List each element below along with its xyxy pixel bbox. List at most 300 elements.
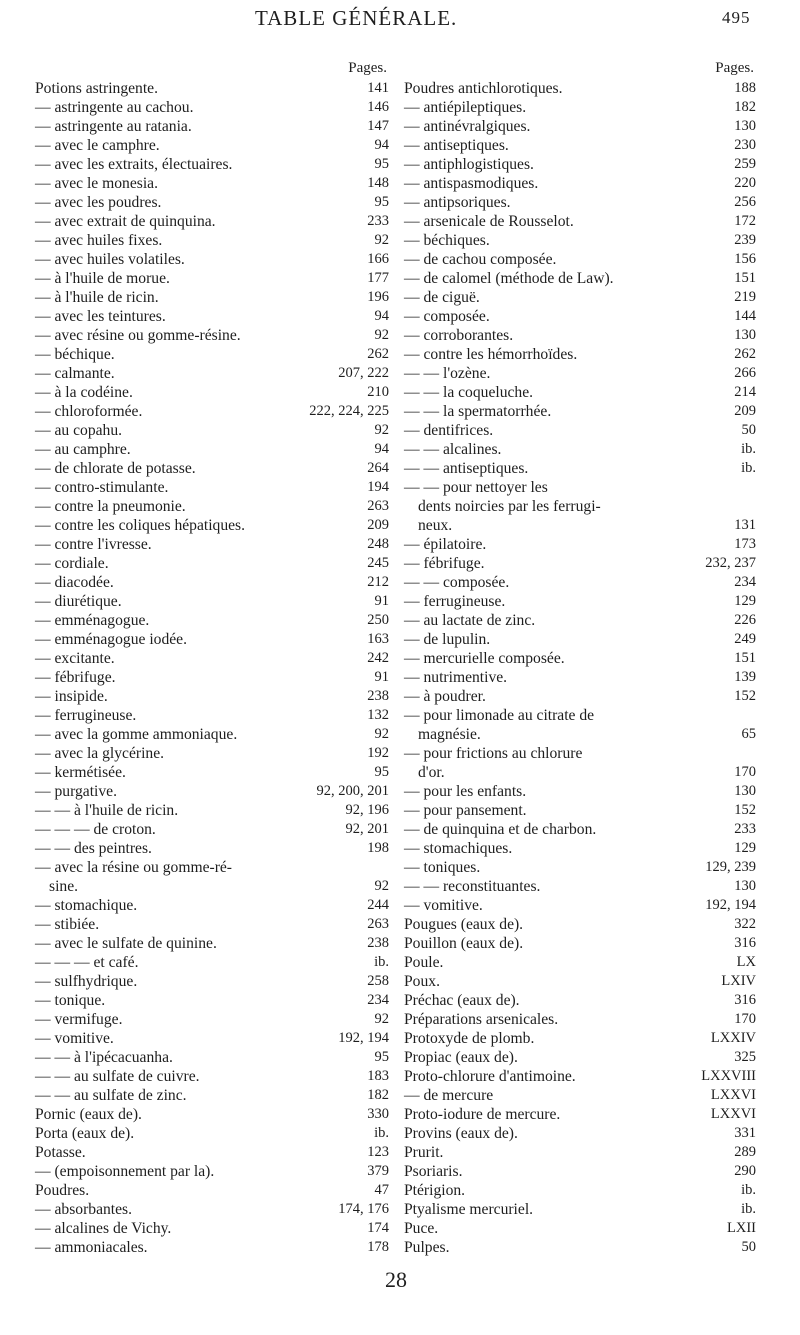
entry-text: — de calomel (méthode de Law). xyxy=(404,270,614,287)
index-entry xyxy=(35,953,389,972)
index-entry xyxy=(35,516,389,535)
index-entry xyxy=(35,136,389,155)
index-entry xyxy=(404,117,756,136)
entry-page-ref: 91 xyxy=(374,593,389,609)
entry-text: — insipide. xyxy=(35,688,108,705)
entry-text: — avec huiles fixes. xyxy=(35,232,163,249)
entry-page-ref: 92, 200, 201 xyxy=(316,783,389,799)
entry-page-ref: 220 xyxy=(734,175,756,191)
entry-page-ref: 174 xyxy=(367,1220,389,1236)
entry-page-ref: 192 xyxy=(367,745,389,761)
entry-text: — diacodée. xyxy=(35,574,114,591)
index-entry xyxy=(35,1067,389,1086)
signature-mark: 28 xyxy=(385,1267,407,1292)
index-entry xyxy=(35,744,389,763)
index-entry xyxy=(35,1029,389,1048)
entry-text: — — à l'huile de ricin. xyxy=(35,802,179,819)
index-entry xyxy=(35,877,389,896)
index-entry xyxy=(404,744,756,763)
entry-page-ref: 194 xyxy=(367,479,389,495)
index-entry xyxy=(35,972,389,991)
entry-text: — à l'huile de morue. xyxy=(35,270,170,287)
entry-text: Puce. xyxy=(404,1220,439,1237)
index-entry xyxy=(35,687,389,706)
entry-text: — — au sulfate de zinc. xyxy=(35,1087,187,1104)
entry-page-ref: 123 xyxy=(367,1144,389,1160)
entry-page-ref: 94 xyxy=(374,308,389,324)
entry-text: — mercurielle composée. xyxy=(404,650,565,667)
entry-text: — avec les poudres. xyxy=(35,194,162,211)
entry-page-ref: 92 xyxy=(374,878,389,894)
index-entry xyxy=(404,1162,756,1181)
entry-page-ref: 92 xyxy=(374,422,389,438)
entry-text: — avec la glycérine. xyxy=(35,745,165,762)
entry-page-ref: 95 xyxy=(374,156,389,172)
entry-text: — contre les coliques hépatiques. xyxy=(35,517,246,534)
index-entry xyxy=(35,307,389,326)
index-entry xyxy=(35,326,389,345)
entry-page-ref: 163 xyxy=(367,631,389,647)
index-entry xyxy=(404,174,756,193)
index-entry xyxy=(404,402,756,421)
index-entry xyxy=(404,820,756,839)
index-entry xyxy=(35,250,389,269)
entry-page-ref: 258 xyxy=(367,973,389,989)
entry-page-ref: 152 xyxy=(734,688,756,704)
index-entry xyxy=(404,896,756,915)
entry-page-ref: 226 xyxy=(734,612,756,628)
entry-text: — absorbantes. xyxy=(35,1201,133,1218)
index-entry xyxy=(35,174,389,193)
entry-page-ref: 248 xyxy=(367,536,389,552)
entry-text: — — composée. xyxy=(404,574,510,591)
index-entry xyxy=(404,915,756,934)
entry-text: — kermétisée. xyxy=(35,764,126,781)
entry-page-ref: 130 xyxy=(734,878,756,894)
index-entry xyxy=(35,478,389,497)
entry-text: — ammoniacales. xyxy=(35,1239,148,1256)
entry-text: Propiac (eaux de). xyxy=(404,1049,518,1066)
entry-page-ref: LXXVI xyxy=(710,1106,756,1122)
entry-page-ref: 152 xyxy=(734,802,756,818)
entry-text: — sulfhydrique. xyxy=(35,973,138,990)
entry-page-ref: 178 xyxy=(367,1239,389,1255)
entry-text: — — — et café. xyxy=(35,954,139,971)
entry-page-ref: 316 xyxy=(734,992,756,1008)
entry-page-ref: 210 xyxy=(367,384,389,400)
entry-text: Proto-chlorure d'antimoine. xyxy=(404,1068,576,1085)
entry-text: Prurit. xyxy=(404,1144,444,1161)
entry-text: — toniques. xyxy=(404,859,481,876)
entry-text: — stomachique. xyxy=(35,897,138,914)
index-entry xyxy=(35,611,389,630)
index-entry xyxy=(35,915,389,934)
entry-page-ref: 92, 201 xyxy=(345,821,389,837)
entry-text: Pornic (eaux de). xyxy=(35,1106,142,1123)
entry-page-ref: LX xyxy=(736,954,756,970)
entry-text: — arsenicale de Rousselot. xyxy=(404,213,574,230)
entry-page-ref: 188 xyxy=(734,80,756,96)
index-entry xyxy=(404,782,756,801)
entry-text: — — alcalines. xyxy=(404,441,502,458)
entry-text: — — au sulfate de cuivre. xyxy=(35,1068,200,1085)
entry-page-ref: 50 xyxy=(741,1239,756,1255)
entry-text: — emménagogue iodée. xyxy=(35,631,187,648)
entry-text: Protoxyde de plomb. xyxy=(404,1030,535,1047)
entry-page-ref: 139 xyxy=(734,669,756,685)
entry-text: — fébrifuge. xyxy=(404,555,485,572)
entry-text: — alcalines de Vichy. xyxy=(35,1220,172,1237)
entry-page-ref: 238 xyxy=(367,935,389,951)
entry-text: — chloroformée. xyxy=(35,403,143,420)
index-entry xyxy=(404,1124,756,1143)
index-entry xyxy=(404,250,756,269)
entry-text: — ferrugineuse. xyxy=(404,593,506,610)
index-entry xyxy=(35,1181,389,1200)
entry-page-ref: LXII xyxy=(727,1220,756,1236)
entry-page-ref: 198 xyxy=(367,840,389,856)
entry-text: Poule. xyxy=(404,954,444,971)
entry-text: — de lupulin. xyxy=(404,631,491,648)
entry-page-ref: 129 xyxy=(734,593,756,609)
entry-page-ref: 182 xyxy=(734,99,756,115)
index-entry xyxy=(404,383,756,402)
entry-page-ref: 250 xyxy=(367,612,389,628)
entry-text: — béchique. xyxy=(35,346,115,363)
index-entry xyxy=(404,763,756,782)
entry-text: — nutrimentive. xyxy=(404,669,508,686)
index-entry xyxy=(35,1124,389,1143)
entry-page-ref: 196 xyxy=(367,289,389,305)
index-entry xyxy=(35,991,389,1010)
index-entry xyxy=(35,801,389,820)
entry-text: — composée. xyxy=(404,308,490,325)
entry-text: — fébrifuge. xyxy=(35,669,116,686)
entry-text: Poudres antichlorotiques. xyxy=(404,80,563,97)
left-index-column xyxy=(35,60,389,1257)
entry-page-ref: 141 xyxy=(367,80,389,96)
index-entry xyxy=(35,364,389,383)
index-entry xyxy=(404,668,756,687)
index-entry xyxy=(404,79,756,98)
entry-text: — — des peintres. xyxy=(35,840,152,857)
entry-text: — avec extrait de quinquina. xyxy=(35,213,216,230)
index-entry xyxy=(35,98,389,117)
index-entry xyxy=(404,212,756,231)
index-entry xyxy=(404,307,756,326)
entry-page-ref: 322 xyxy=(734,916,756,932)
entry-page-ref: 238 xyxy=(367,688,389,704)
entry-page-ref: LXIV xyxy=(721,973,756,989)
entry-text: — antiépileptiques. xyxy=(404,99,527,116)
index-entry xyxy=(35,592,389,611)
entry-text: Pulpes. xyxy=(404,1239,450,1256)
index-entry xyxy=(404,934,756,953)
entry-page-ref: 94 xyxy=(374,137,389,153)
entry-page-ref: 94 xyxy=(374,441,389,457)
entry-page-ref: ib. xyxy=(741,460,756,476)
entry-text: Pouillon (eaux de). xyxy=(404,935,524,952)
index-entry xyxy=(35,763,389,782)
entry-page-ref: 151 xyxy=(734,650,756,666)
entry-text: Proto-iodure de mercure. xyxy=(404,1106,561,1123)
entry-text: — tonique. xyxy=(35,992,106,1009)
entry-page-ref: 234 xyxy=(367,992,389,1008)
entry-text: — stomachiques. xyxy=(404,840,513,857)
pages-column-header: Pages. xyxy=(715,60,754,76)
index-entry xyxy=(35,535,389,554)
entry-page-ref: ib. xyxy=(374,1125,389,1141)
entry-text: — antipsoriques. xyxy=(404,194,511,211)
entry-page-ref: 173 xyxy=(734,536,756,552)
index-entry xyxy=(35,839,389,858)
entry-page-ref: 209 xyxy=(367,517,389,533)
index-entry xyxy=(404,288,756,307)
entry-text: Potions astringente. xyxy=(35,80,159,97)
index-entry xyxy=(404,953,756,972)
entry-page-ref: 174, 176 xyxy=(338,1201,389,1217)
entry-page-ref: 234 xyxy=(734,574,756,590)
entry-page-ref: 146 xyxy=(367,99,389,115)
entry-page-ref: 129, 239 xyxy=(705,859,756,875)
entry-text: — corroborantes. xyxy=(404,327,514,344)
entry-page-ref: 233 xyxy=(734,821,756,837)
entry-page-ref: ib. xyxy=(374,954,389,970)
index-entry xyxy=(35,1143,389,1162)
entry-text: — de cachou composée. xyxy=(404,251,557,268)
entry-page-ref: 131 xyxy=(734,517,756,533)
entry-page-ref: 263 xyxy=(367,498,389,514)
entry-text: — (empoisonnement par la). xyxy=(35,1163,215,1180)
index-entry xyxy=(404,1105,756,1124)
entry-text: — — antiseptiques. xyxy=(404,460,529,477)
index-entry xyxy=(404,1010,756,1029)
entry-text: — contre la pneumonie. xyxy=(35,498,186,515)
index-entry xyxy=(404,1086,756,1105)
index-entry xyxy=(35,1010,389,1029)
entry-page-ref: 129 xyxy=(734,840,756,856)
entry-page-ref: 209 xyxy=(734,403,756,419)
entry-text: — antiseptiques. xyxy=(404,137,509,154)
index-entry xyxy=(404,630,756,649)
entry-page-ref: 147 xyxy=(367,118,389,134)
entry-text: — de mercure xyxy=(404,1087,494,1104)
entry-page-ref: 144 xyxy=(734,308,756,324)
entry-page-ref: 289 xyxy=(734,1144,756,1160)
entry-page-ref: 172 xyxy=(734,213,756,229)
index-entry xyxy=(35,1219,389,1238)
index-entry xyxy=(35,421,389,440)
entry-text: — à l'huile de ricin. xyxy=(35,289,159,306)
entry-page-ref: 379 xyxy=(367,1163,389,1179)
index-entry xyxy=(35,858,389,877)
index-entry xyxy=(35,649,389,668)
index-entry xyxy=(35,345,389,364)
entry-text: — excitante. xyxy=(35,650,115,667)
entry-page-ref: 230 xyxy=(734,137,756,153)
entry-text: — diurétique. xyxy=(35,593,122,610)
entry-text: — — à l'ipécacuanha. xyxy=(35,1049,173,1066)
entry-text: — avec la résine ou gomme-ré- xyxy=(35,859,233,876)
index-entry xyxy=(35,288,389,307)
entry-page-ref: LXXIV xyxy=(710,1030,756,1046)
index-entry xyxy=(404,345,756,364)
entry-page-ref: 151 xyxy=(734,270,756,286)
index-entry xyxy=(404,649,756,668)
index-entry xyxy=(404,535,756,554)
entry-text: — antiphlogistiques. xyxy=(404,156,534,173)
entry-text: — stibiée. xyxy=(35,916,100,933)
entry-text: — antispasmodiques. xyxy=(404,175,539,192)
index-entry xyxy=(404,326,756,345)
entry-text: — béchiques. xyxy=(404,232,490,249)
index-entry xyxy=(35,725,389,744)
index-entry xyxy=(404,269,756,288)
index-entry xyxy=(404,592,756,611)
entry-page-ref: 95 xyxy=(374,1049,389,1065)
index-entry xyxy=(404,573,756,592)
index-entry xyxy=(35,79,389,98)
index-entry xyxy=(404,1181,756,1200)
index-entry xyxy=(35,1162,389,1181)
entry-page-ref: 92, 196 xyxy=(345,802,389,818)
entry-text: — de ciguë. xyxy=(404,289,480,306)
entry-page-ref: 65 xyxy=(741,726,756,742)
entry-text: — — pour nettoyer les xyxy=(404,479,548,496)
page-number: 495 xyxy=(722,8,751,27)
index-entry xyxy=(35,497,389,516)
entry-text: — contro-stimulante. xyxy=(35,479,169,496)
pages-column-header: Pages. xyxy=(348,60,387,76)
entry-page-ref: 130 xyxy=(734,327,756,343)
entry-text: — pour limonade au citrate de xyxy=(404,707,595,724)
entry-page-ref: 130 xyxy=(734,783,756,799)
index-entry xyxy=(35,782,389,801)
index-entry xyxy=(35,934,389,953)
entry-text: — ferrugineuse. xyxy=(35,707,137,724)
index-entry xyxy=(404,136,756,155)
entry-text: — avec huiles volatiles. xyxy=(35,251,185,268)
entry-text: dents noircies par les ferrugi- xyxy=(418,498,601,515)
index-entry xyxy=(404,1029,756,1048)
entry-text: — contre l'ivresse. xyxy=(35,536,152,553)
entry-text: — avec le camphre. xyxy=(35,137,160,154)
index-entry xyxy=(404,516,756,535)
entry-text: — de chlorate de potasse. xyxy=(35,460,196,477)
entry-page-ref: 47 xyxy=(374,1182,389,1198)
entry-text: — avec les extraits, électuaires. xyxy=(35,156,233,173)
entry-text: sine. xyxy=(49,878,79,895)
entry-text: — de quinquina et de charbon. xyxy=(404,821,597,838)
index-entry xyxy=(404,478,756,497)
entry-page-ref: 264 xyxy=(367,460,389,476)
index-entry xyxy=(404,858,756,877)
entry-page-ref: 156 xyxy=(734,251,756,267)
entry-text: Porta (eaux de). xyxy=(35,1125,135,1142)
index-entry xyxy=(404,972,756,991)
entry-text: — emménagogue. xyxy=(35,612,150,629)
entry-page-ref: 244 xyxy=(367,897,389,913)
entry-page-ref: 92 xyxy=(374,1011,389,1027)
index-entry xyxy=(35,1086,389,1105)
index-entry xyxy=(404,98,756,117)
page-title: TABLE GÉNÉRALE. xyxy=(255,6,458,30)
entry-text: — contre les hémorrhoïdes. xyxy=(404,346,578,363)
entry-text: — — l'ozène. xyxy=(404,365,491,382)
entry-text: Poudres. xyxy=(35,1182,90,1199)
entry-page-ref: 316 xyxy=(734,935,756,951)
entry-page-ref: 170 xyxy=(734,764,756,780)
index-entry xyxy=(35,155,389,174)
entry-page-ref: 177 xyxy=(367,270,389,286)
entry-text: — à poudrer. xyxy=(404,688,486,705)
index-entry xyxy=(404,877,756,896)
entry-page-ref: 132 xyxy=(367,707,389,723)
entry-page-ref: 331 xyxy=(734,1125,756,1141)
entry-text: Pougues (eaux de). xyxy=(404,916,524,933)
entry-page-ref: 259 xyxy=(734,156,756,172)
index-entry xyxy=(35,402,389,421)
entry-text: Poux. xyxy=(404,973,440,990)
entry-text: — cordiale. xyxy=(35,555,109,572)
index-entry xyxy=(35,896,389,915)
index-entry xyxy=(404,155,756,174)
index-entry xyxy=(35,231,389,250)
entry-page-ref: 325 xyxy=(734,1049,756,1065)
entry-page-ref: 95 xyxy=(374,194,389,210)
entry-text: Psoriaris. xyxy=(404,1163,463,1180)
entry-text: — calmante. xyxy=(35,365,115,382)
entry-page-ref: 192, 194 xyxy=(338,1030,389,1046)
entry-text: Préparations arsenicales. xyxy=(404,1011,559,1028)
entry-page-ref: 256 xyxy=(734,194,756,210)
index-entry xyxy=(35,630,389,649)
entry-page-ref: 91 xyxy=(374,669,389,685)
entry-page-ref: 92 xyxy=(374,232,389,248)
entry-page-ref: 92 xyxy=(374,726,389,742)
entry-text: — avec le sulfate de quinine. xyxy=(35,935,217,952)
entry-page-ref: 330 xyxy=(367,1106,389,1122)
entry-page-ref: 239 xyxy=(734,232,756,248)
entry-page-ref: 242 xyxy=(367,650,389,666)
entry-text: — — reconstituantes. xyxy=(404,878,541,895)
entry-text: Ptérigion. xyxy=(404,1182,466,1199)
entry-page-ref: 249 xyxy=(734,631,756,647)
entry-text: — antinévralgiques. xyxy=(404,118,531,135)
index-entry xyxy=(404,1219,756,1238)
entry-text: — purgative. xyxy=(35,783,117,800)
entry-page-ref: 166 xyxy=(367,251,389,267)
index-entry xyxy=(35,440,389,459)
index-entry xyxy=(404,1048,756,1067)
index-entry xyxy=(35,573,389,592)
index-entry xyxy=(404,839,756,858)
index-entry xyxy=(35,1238,389,1257)
entry-page-ref: 130 xyxy=(734,118,756,134)
entry-page-ref: 212 xyxy=(367,574,389,590)
entry-text: — au lactate de zinc. xyxy=(404,612,536,629)
entry-text: — au camphre. xyxy=(35,441,131,458)
entry-text: Préchac (eaux de). xyxy=(404,992,520,1009)
index-entry xyxy=(404,1143,756,1162)
entry-page-ref: ib. xyxy=(741,1182,756,1198)
entry-page-ref: LXXVI xyxy=(710,1087,756,1103)
entry-page-ref: 219 xyxy=(734,289,756,305)
entry-page-ref: 262 xyxy=(367,346,389,362)
entry-page-ref: 50 xyxy=(741,422,756,438)
index-entry xyxy=(35,554,389,573)
entry-text: — vermifuge. xyxy=(35,1011,123,1028)
